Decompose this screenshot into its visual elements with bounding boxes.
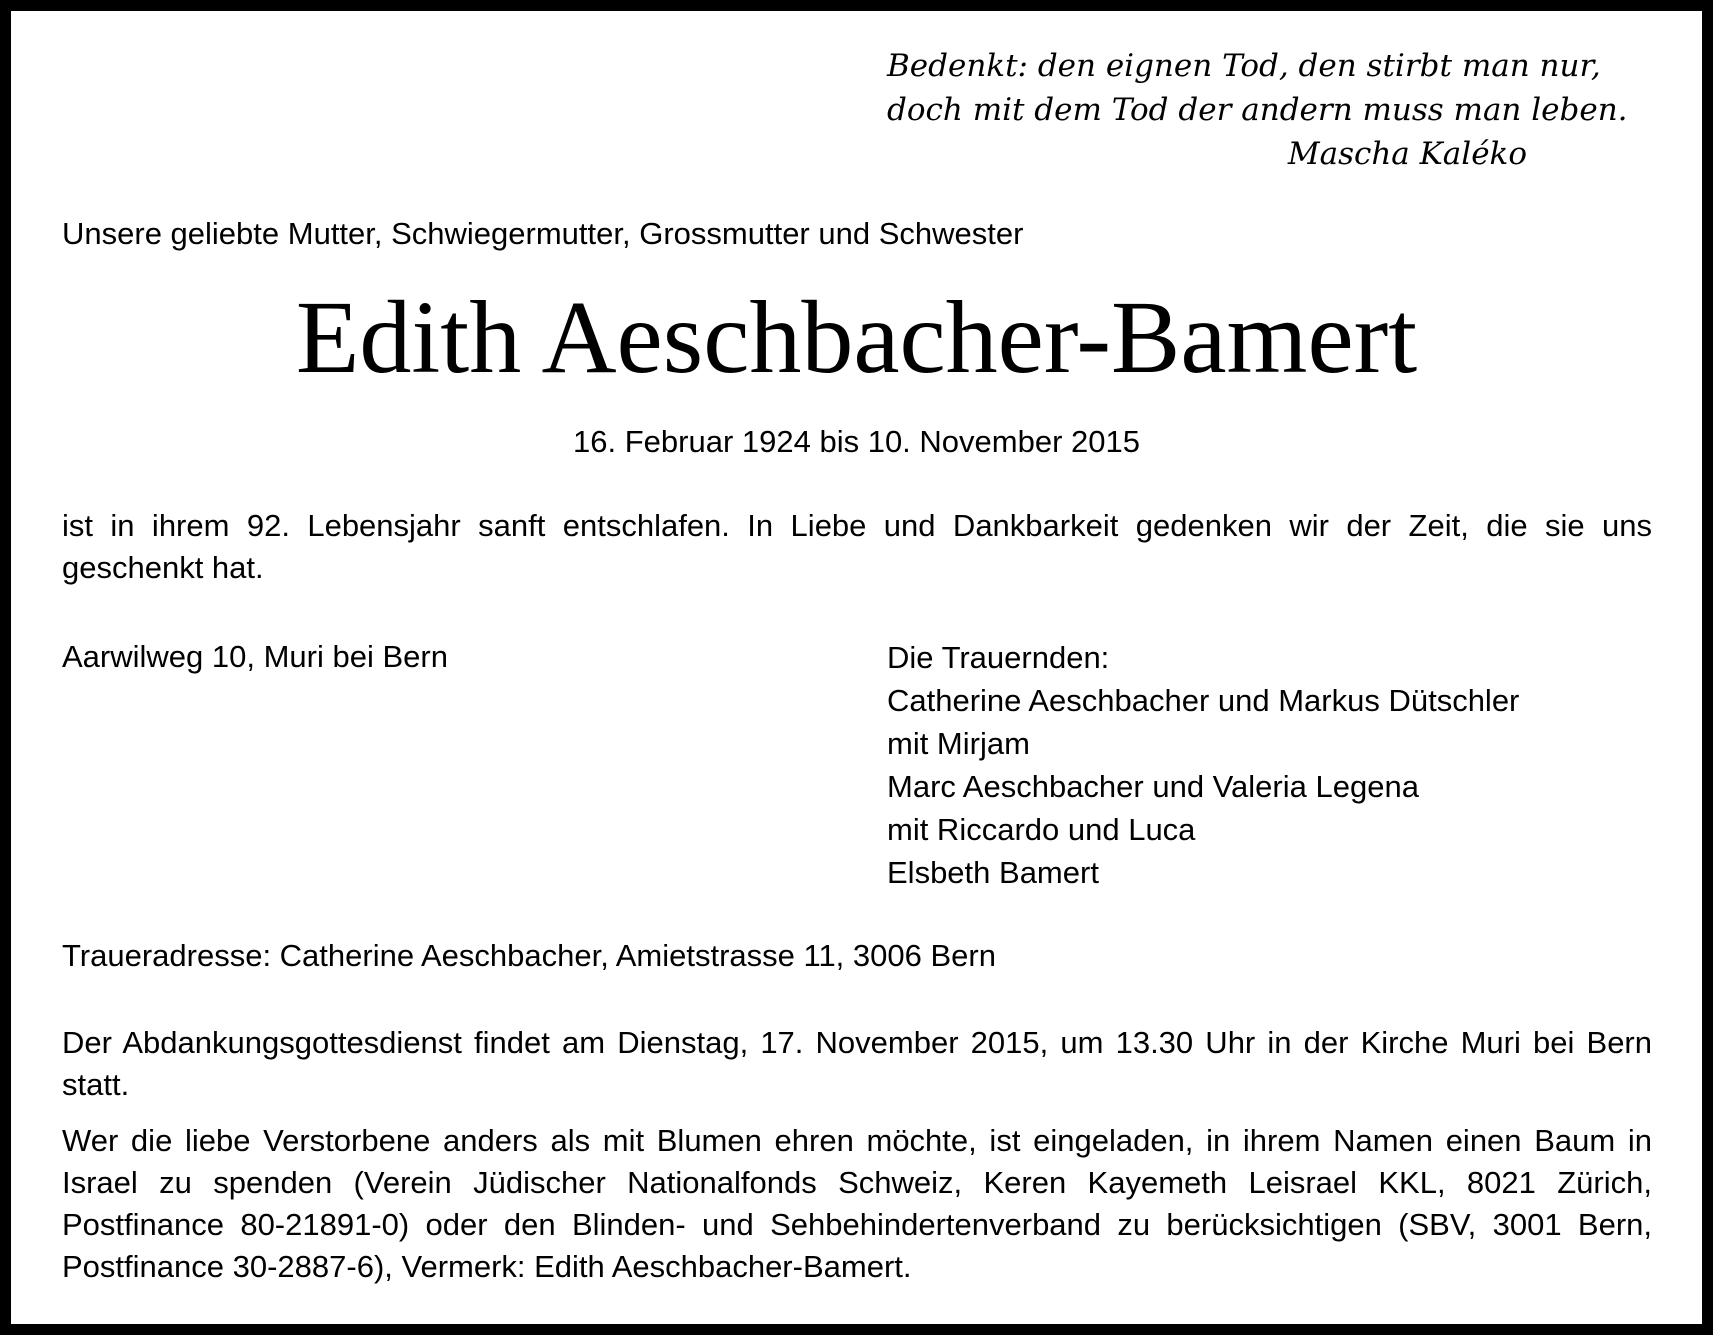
donation-info: Wer die liebe Verstorbene anders als mit Blumen ehren möchte, ist eingeladen, in ihrem Namen einen Baum in Israel zu spenden (Verein Jüdischer Nationalfonds Schweiz, Keren Kayemeth Leisrael KKL, 8021 Zürich, Postfinance 80-21891-0) oder den Blinden- und Sehbehindertenverband zu berücksichtigen (SBV, 3001 Bern, Postfinance 30-2887-6), Vermerk: Edith Aeschbacher-Bamert.	[62, 1123, 1652, 1284]
quote-author: Mascha Kaléko	[1287, 136, 1527, 172]
mourning-address: Traueradresse: Catherine Aeschbacher, Amietstrasse 11, 3006 Bern	[62, 938, 996, 973]
funeral-service-info: Der Abdankungsgottesdienst findet am Dienstag, 17. November 2015, um 13.30 Uhr in der Kirche Muri bei Bern statt.	[62, 1025, 1652, 1102]
mourner-line: Catherine Aeschbacher und Markus Dütschler	[887, 683, 1520, 718]
passing-announcement: ist in ihrem 92. Lebensjahr sanft entschlafen. In Liebe und Dankbarkeit gedenken wir der Zeit, die sie uns geschenkt hat.	[62, 508, 1652, 585]
deceased-name: Edith Aeschbacher-Bamert	[295, 280, 1418, 395]
mourner-line: Elsbeth Bamert	[887, 855, 1099, 890]
epigraph-quote	[887, 44, 1628, 176]
mourners-list	[887, 636, 1647, 894]
mourner-line: mit Mirjam	[887, 726, 1030, 761]
intro-line: Unsere geliebte Mutter, Schwiegermutter, Grossmutter und Schwester	[62, 216, 1024, 251]
quote-line-1: Bedenkt: den eignen Tod, den stirbt man nur,	[887, 48, 1601, 84]
mourner-line: Marc Aeschbacher und Valeria Legena	[887, 769, 1419, 804]
mourner-line: mit Riccardo und Luca	[887, 812, 1196, 847]
quote-line-2: doch mit dem Tod der andern muss man leben.	[887, 92, 1628, 128]
life-dates: 16. Februar 1924 bis 10. November 2015	[573, 424, 1140, 459]
mourners-heading: Die Trauernden:	[887, 640, 1110, 675]
home-address: Aarwilweg 10, Muri bei Bern	[62, 639, 448, 674]
